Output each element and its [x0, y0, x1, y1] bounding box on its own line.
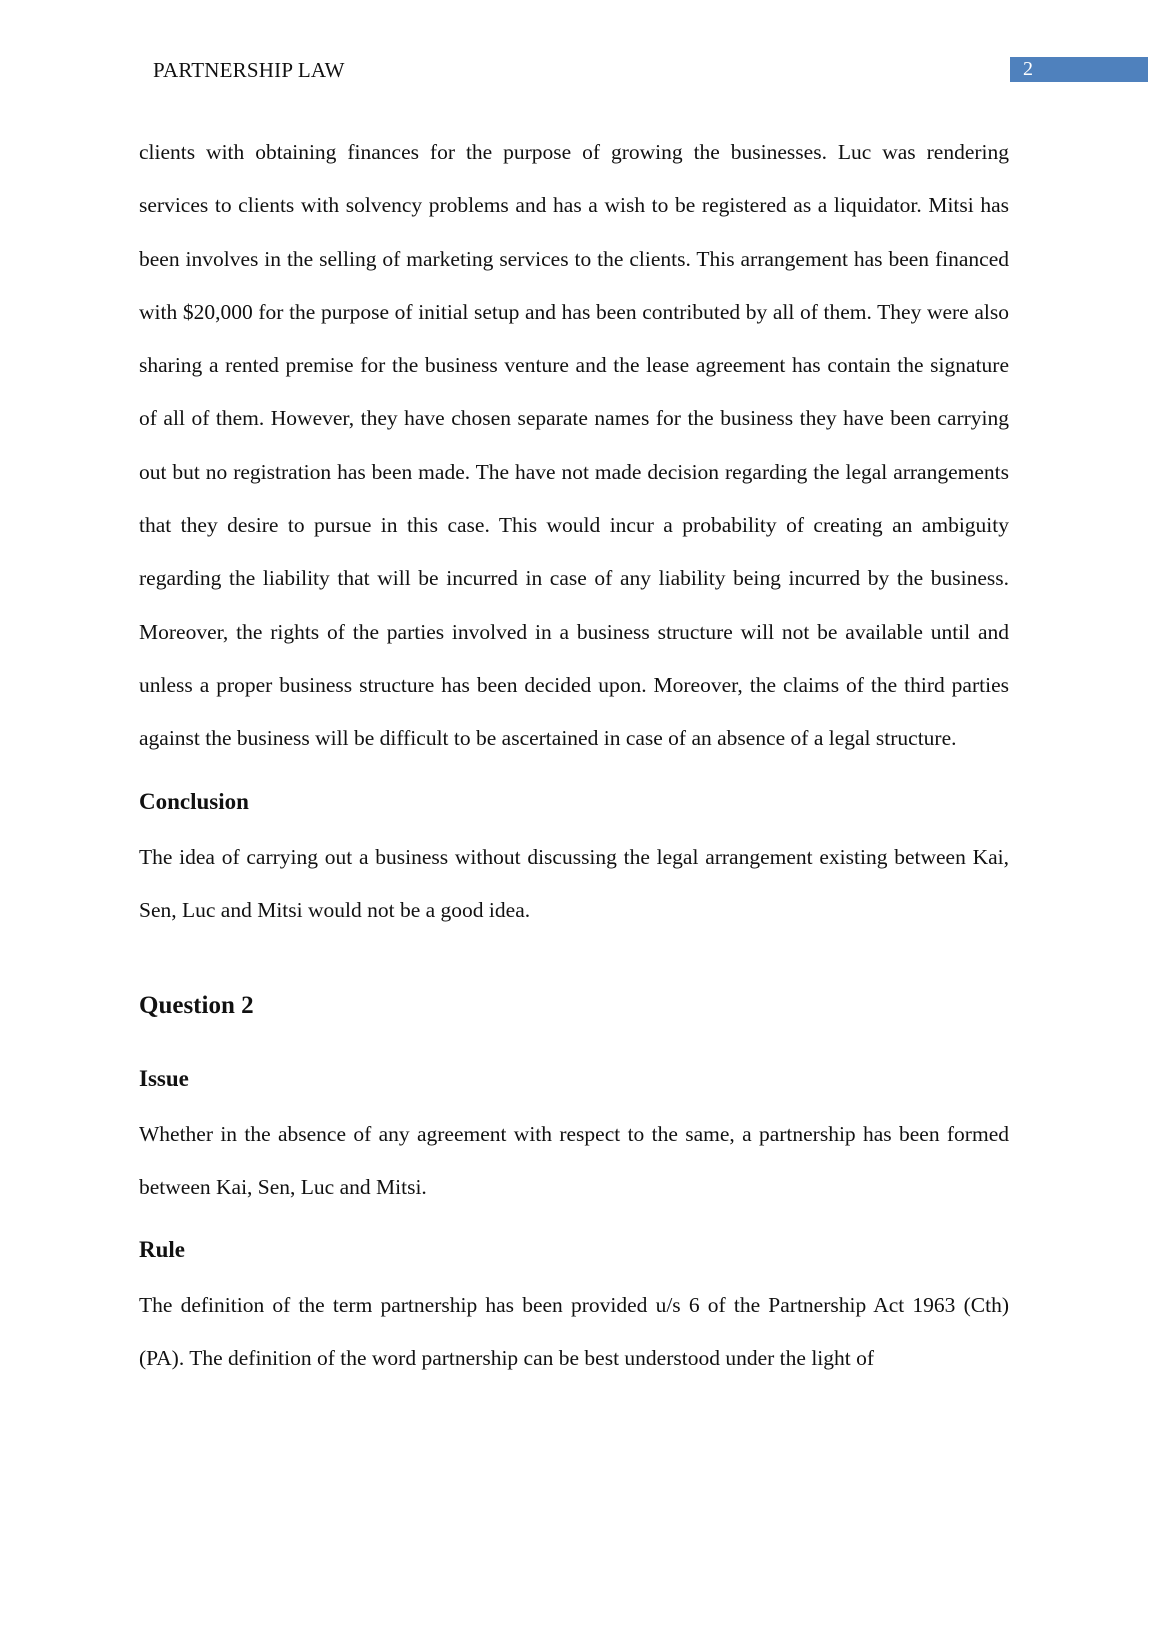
conclusion-paragraph: The idea of carrying out a business without discussing the legal arrangement existing between Kai, Sen, Luc and Mitsi would not be a good idea.: [139, 844, 1009, 922]
document-body: [139, 126, 1009, 1385]
rule-paragraph: The definition of the term partnership has been provided u/s 6 of the Partnership Act 1963 (Cth) (PA). The definition of the word partnership can be best understood under the light of: [139, 1292, 1009, 1371]
issue-heading: Issue: [139, 1066, 189, 1092]
issue-paragraph: Whether in the absence of any agreement with respect to the same, a partnership has been formed between Kai, Sen, Luc and Mitsi.: [139, 1122, 1009, 1200]
body-paragraph: clients with obtaining finances for the purpose of growing the businesses. Luc was rendering services to clients with solvency problems and has a wish to be registered as a liquidator. Mitsi has been involves in the selling of marketing services to the clients. This arrangement has been financed with $20,000 for the purpose of initial setup and has been contributed by all of them. They were also sharing a rented premise for the business venture and the lease agreement has contain the signature of all of them. However, they have chosen separate names for the business they have been carrying out but no registration has been made. The have not made decision regarding the legal arrangements that they desire to pursue in this case. This would incur a probability of creating an ambiguity regarding the liability that will be incurred in case of any liability being incurred by the business. Moreover, the rights of the parties involved in a business structure will not be available until and unless a proper business structure has been decided upon. Moreover, the claims of the third parties against the business will be difficult to be ascertained in case of an absence of a legal structure.: [139, 140, 1009, 751]
conclusion-heading: Conclusion: [139, 788, 249, 814]
running-header: PARTNERSHIP LAW: [153, 58, 345, 82]
question-2-heading: Question 2: [139, 992, 254, 1020]
rule-heading: Rule: [139, 1236, 185, 1262]
page-number-badge: 2: [1010, 57, 1148, 82]
